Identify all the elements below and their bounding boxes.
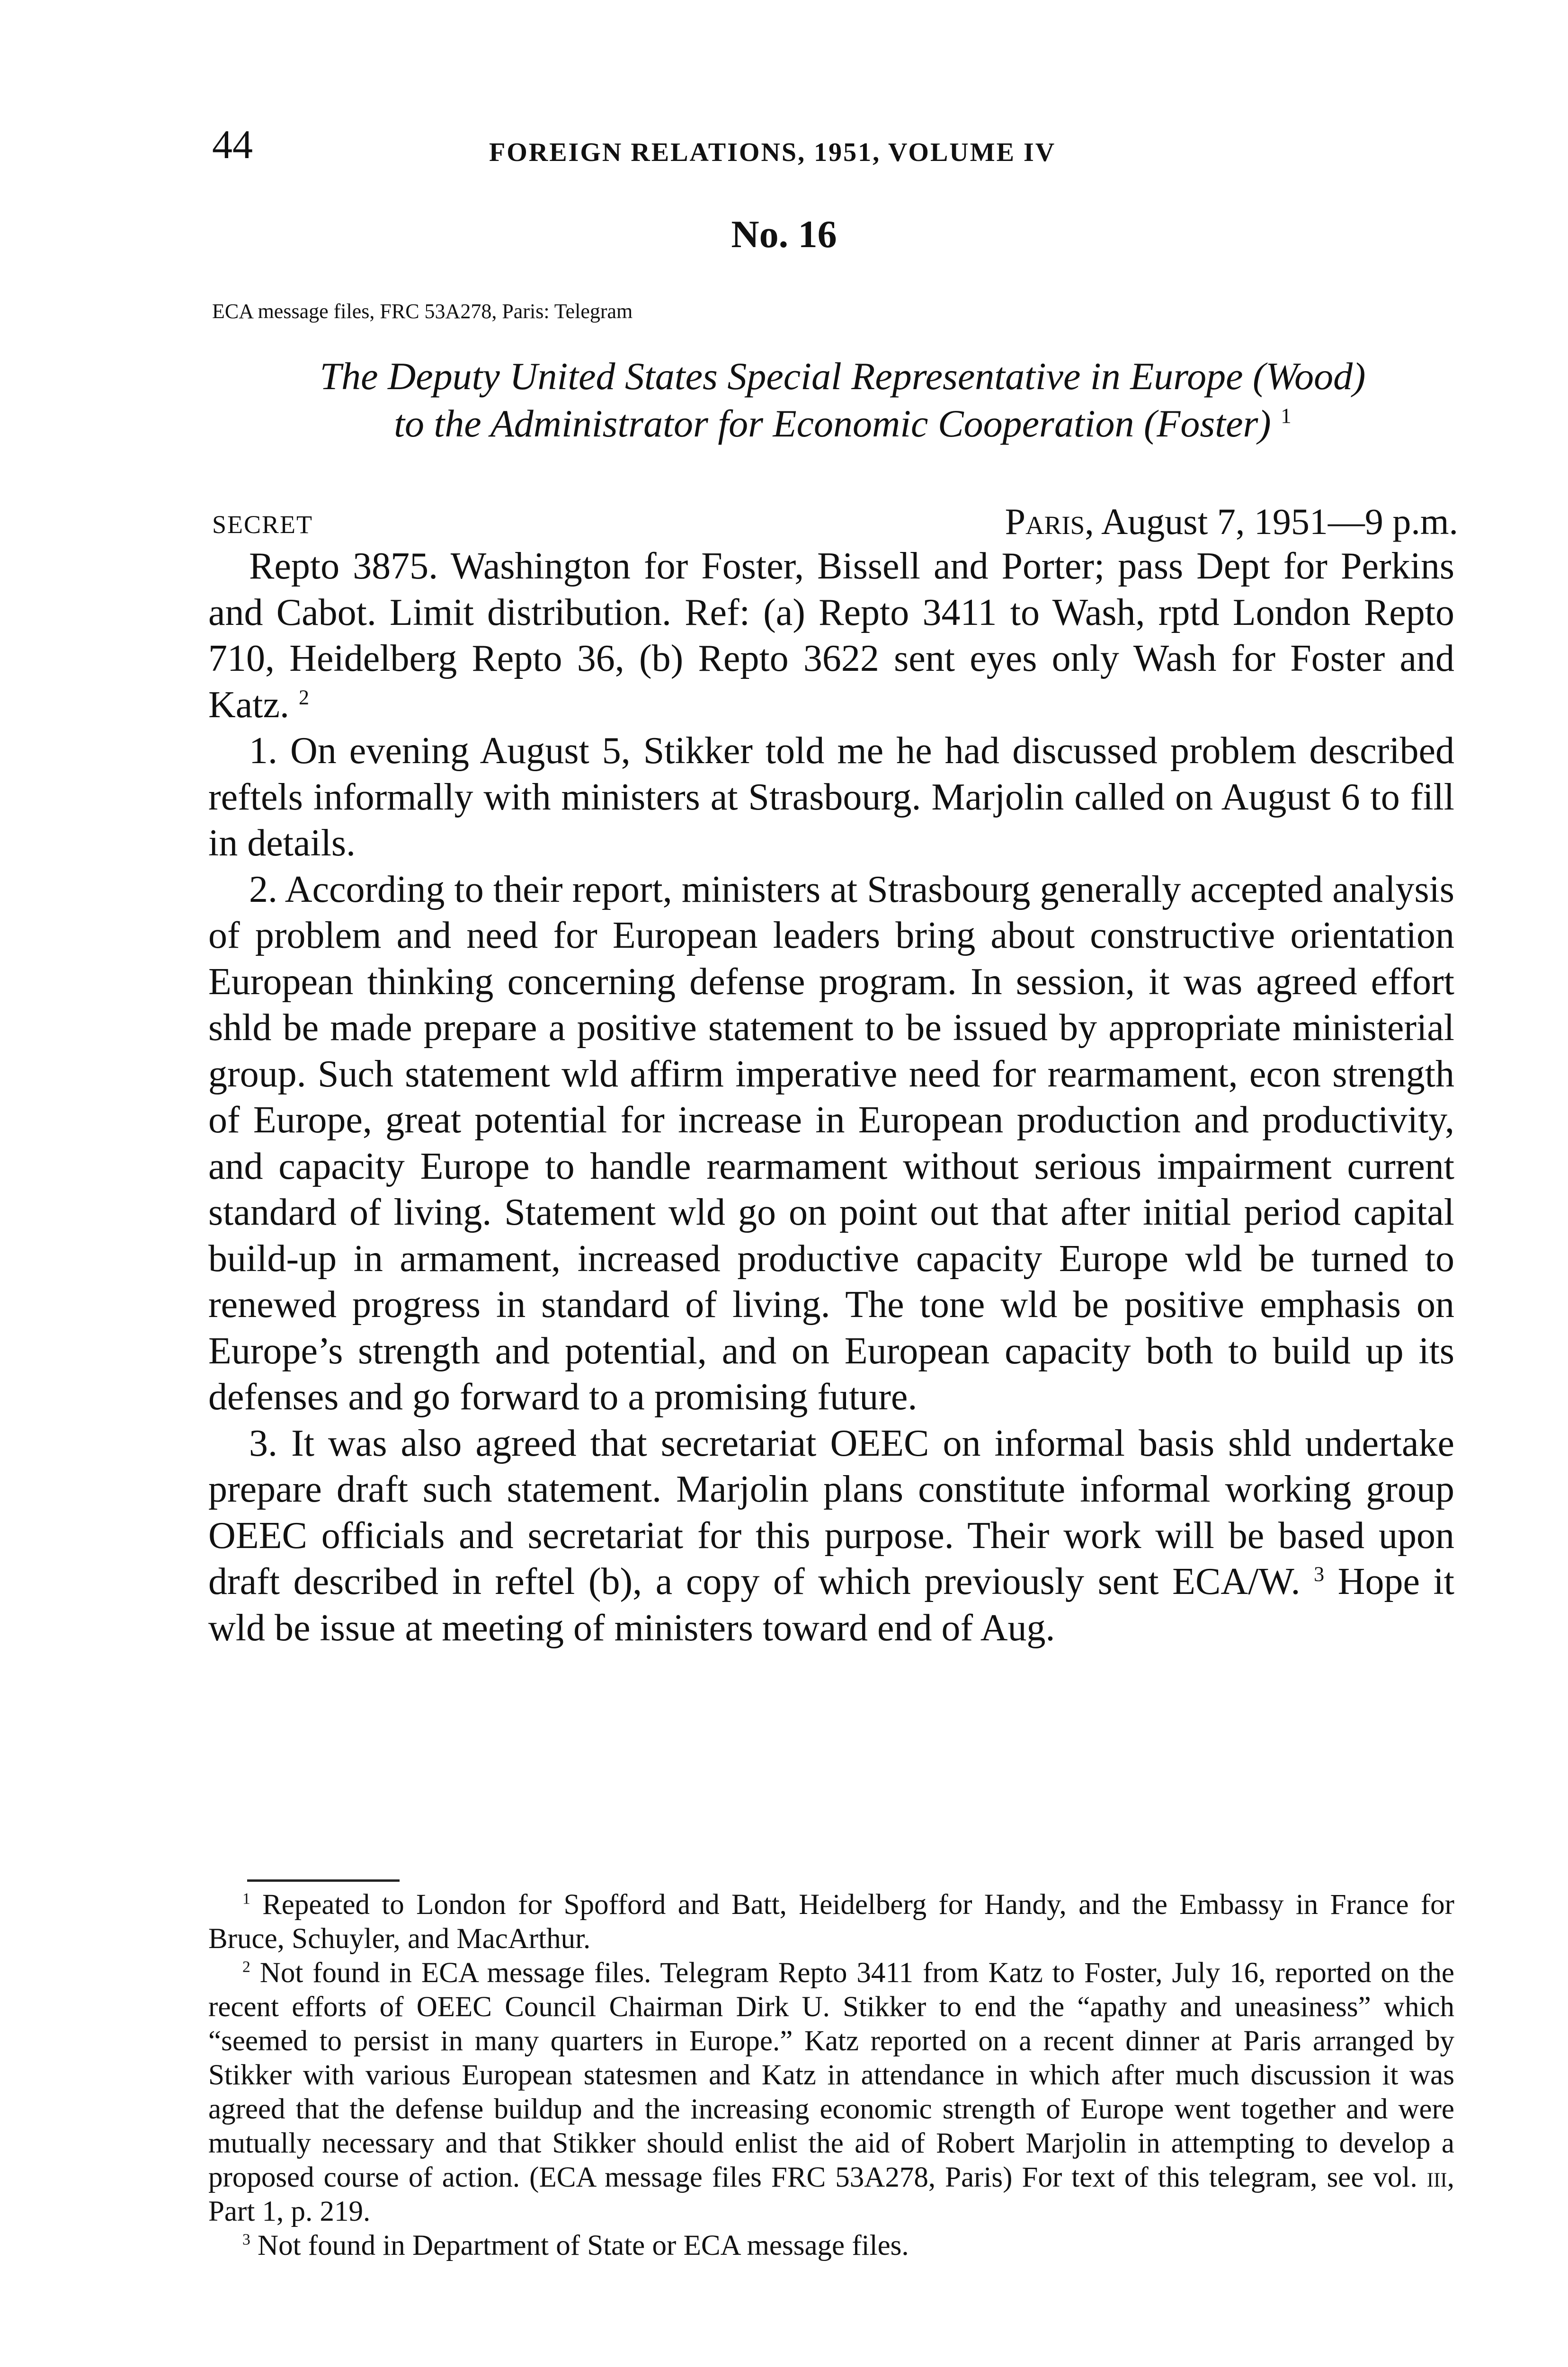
footnote-2-text-a: Not found in ECA message files. Telegram Repto 3411 from Katz to Foster, July 16, reported on the recent efforts of OEEC Council Chairman Dirk U. Stikker to end the “apathy and uneasiness” which “seemed to persist in many quarters in Europe.” Katz reported on a recent dinner at Paris arranged by Stikker with various European statesmen and Katz in attendance in which after much discussion it was agreed that the defense buildup and the increasing economic strength of Europe went together and were mutually necessary and that Stikker should enlist the aid of Robert Marjolin in attempting to develop a proposed course of action. (ECA message files FRC 53A278, Paris) For text of this telegram, see vol. xyxy=(208,1957,1455,2193)
document-title-line-2: to the Administrator for Economic Cooperation (Foster) xyxy=(394,402,1271,445)
document-title-line-1: The Deputy United States Special Representative in Europe (Wood) xyxy=(320,355,1366,398)
paragraph-2: 2. According to their report, ministers at Strasbourg generally accepted analysis of problem and need for European leaders bring about constructive orientation European thinking concerning defense program. In session, it was agreed effort shld be made prepare a positive statement to be issued by appropriate ministerial group. Such statement wld affirm imperative need for rearmament, econ strength of Europe, great potential for increase in European production and productivity, and capacity Europe to handle rearmament without serious impairment current standard of living. Statement wld go on point out that after initial period capital build-up in armament, increased productive capacity Europe wld be turned to renewed progress in standard of living. The tone wld be positive emphasis on Europe’s strength and potential, and on European capacity both to build up its defenses and go forward to a promising future. xyxy=(208,868,1454,1418)
dateline xyxy=(1005,498,1458,545)
footnote-divider xyxy=(247,1879,400,1882)
footnote-1 xyxy=(208,1888,1454,1956)
footnote-ref-2: 2 xyxy=(299,685,310,709)
intro-text: Repto 3875. Washington for Foster, Bissell and Porter; pass Dept for Perkins and Cabot. Limit distribution. Ref: (a) Repto 3411 to Wash, rptd London Repto 710, Heidelberg Repto 36, (b) Repto 3622 sent eyes only Wash for Foster and Katz. xyxy=(208,545,1454,726)
footnote-3 xyxy=(208,2229,1454,2263)
footnote-2-text-b: , Part 1, p. 219. xyxy=(208,2162,1454,2227)
dateline-place: Paris xyxy=(1005,501,1085,542)
paragraph-3-text-a: 3. It was also agreed that secretariat OEEC on informal basis shld undertake prepare draft such statement. Marjolin plans constitute informal working group OEEC officials and secretariat for this purpose. Their work will be based upon draft described in reftel (b), a copy of which previously sent ECA/W. xyxy=(208,1422,1454,1602)
document-title xyxy=(204,353,1482,447)
footnote-ref-1: 1 xyxy=(1281,404,1292,428)
footnote-ref-3: 3 xyxy=(1314,1562,1325,1586)
footnote-2 xyxy=(208,1956,1454,2229)
paragraph-3-text-b: Hope it wld be issue at meeting of ministers toward end of Aug. xyxy=(208,1561,1454,1649)
dateline-date: , August 7, 1951—9 p.m. xyxy=(1085,501,1458,542)
paragraph-1: 1. On evening August 5, Stikker told me he had discussed problem described reftels informally with ministers at Strasbourg. Marjolin called on August 6 to fill in details. xyxy=(208,730,1454,864)
footnote-1-marker: 1 xyxy=(242,1890,250,1908)
footnote-2-volume: iii xyxy=(1426,2162,1447,2193)
footnotes xyxy=(208,1888,1454,2263)
page-number: 44 xyxy=(212,122,253,167)
running-head xyxy=(212,121,1452,178)
intro-paragraph xyxy=(208,543,1454,728)
footnote-1-text: Repeated to London for Spofford and Batt, Heidelberg for Handy, and the Embassy in France for Bruce, Schuyler, and MacArthur. xyxy=(208,1889,1454,1955)
footnote-2-marker: 2 xyxy=(242,1958,250,1976)
running-title: FOREIGN RELATIONS, 1951, VOLUME IV xyxy=(489,138,1056,167)
document-source: ECA message files, FRC 53A278, Paris: Telegram xyxy=(212,300,633,323)
document-number: No. 16 xyxy=(731,213,837,256)
footnote-3-marker: 3 xyxy=(242,2231,250,2249)
footnote-3-text: Not found in Department of State or ECA message files. xyxy=(258,2230,909,2261)
paragraph-3 xyxy=(208,1421,1454,1652)
telegram-body xyxy=(208,543,1454,1651)
classification-label: SECRET xyxy=(212,510,313,539)
